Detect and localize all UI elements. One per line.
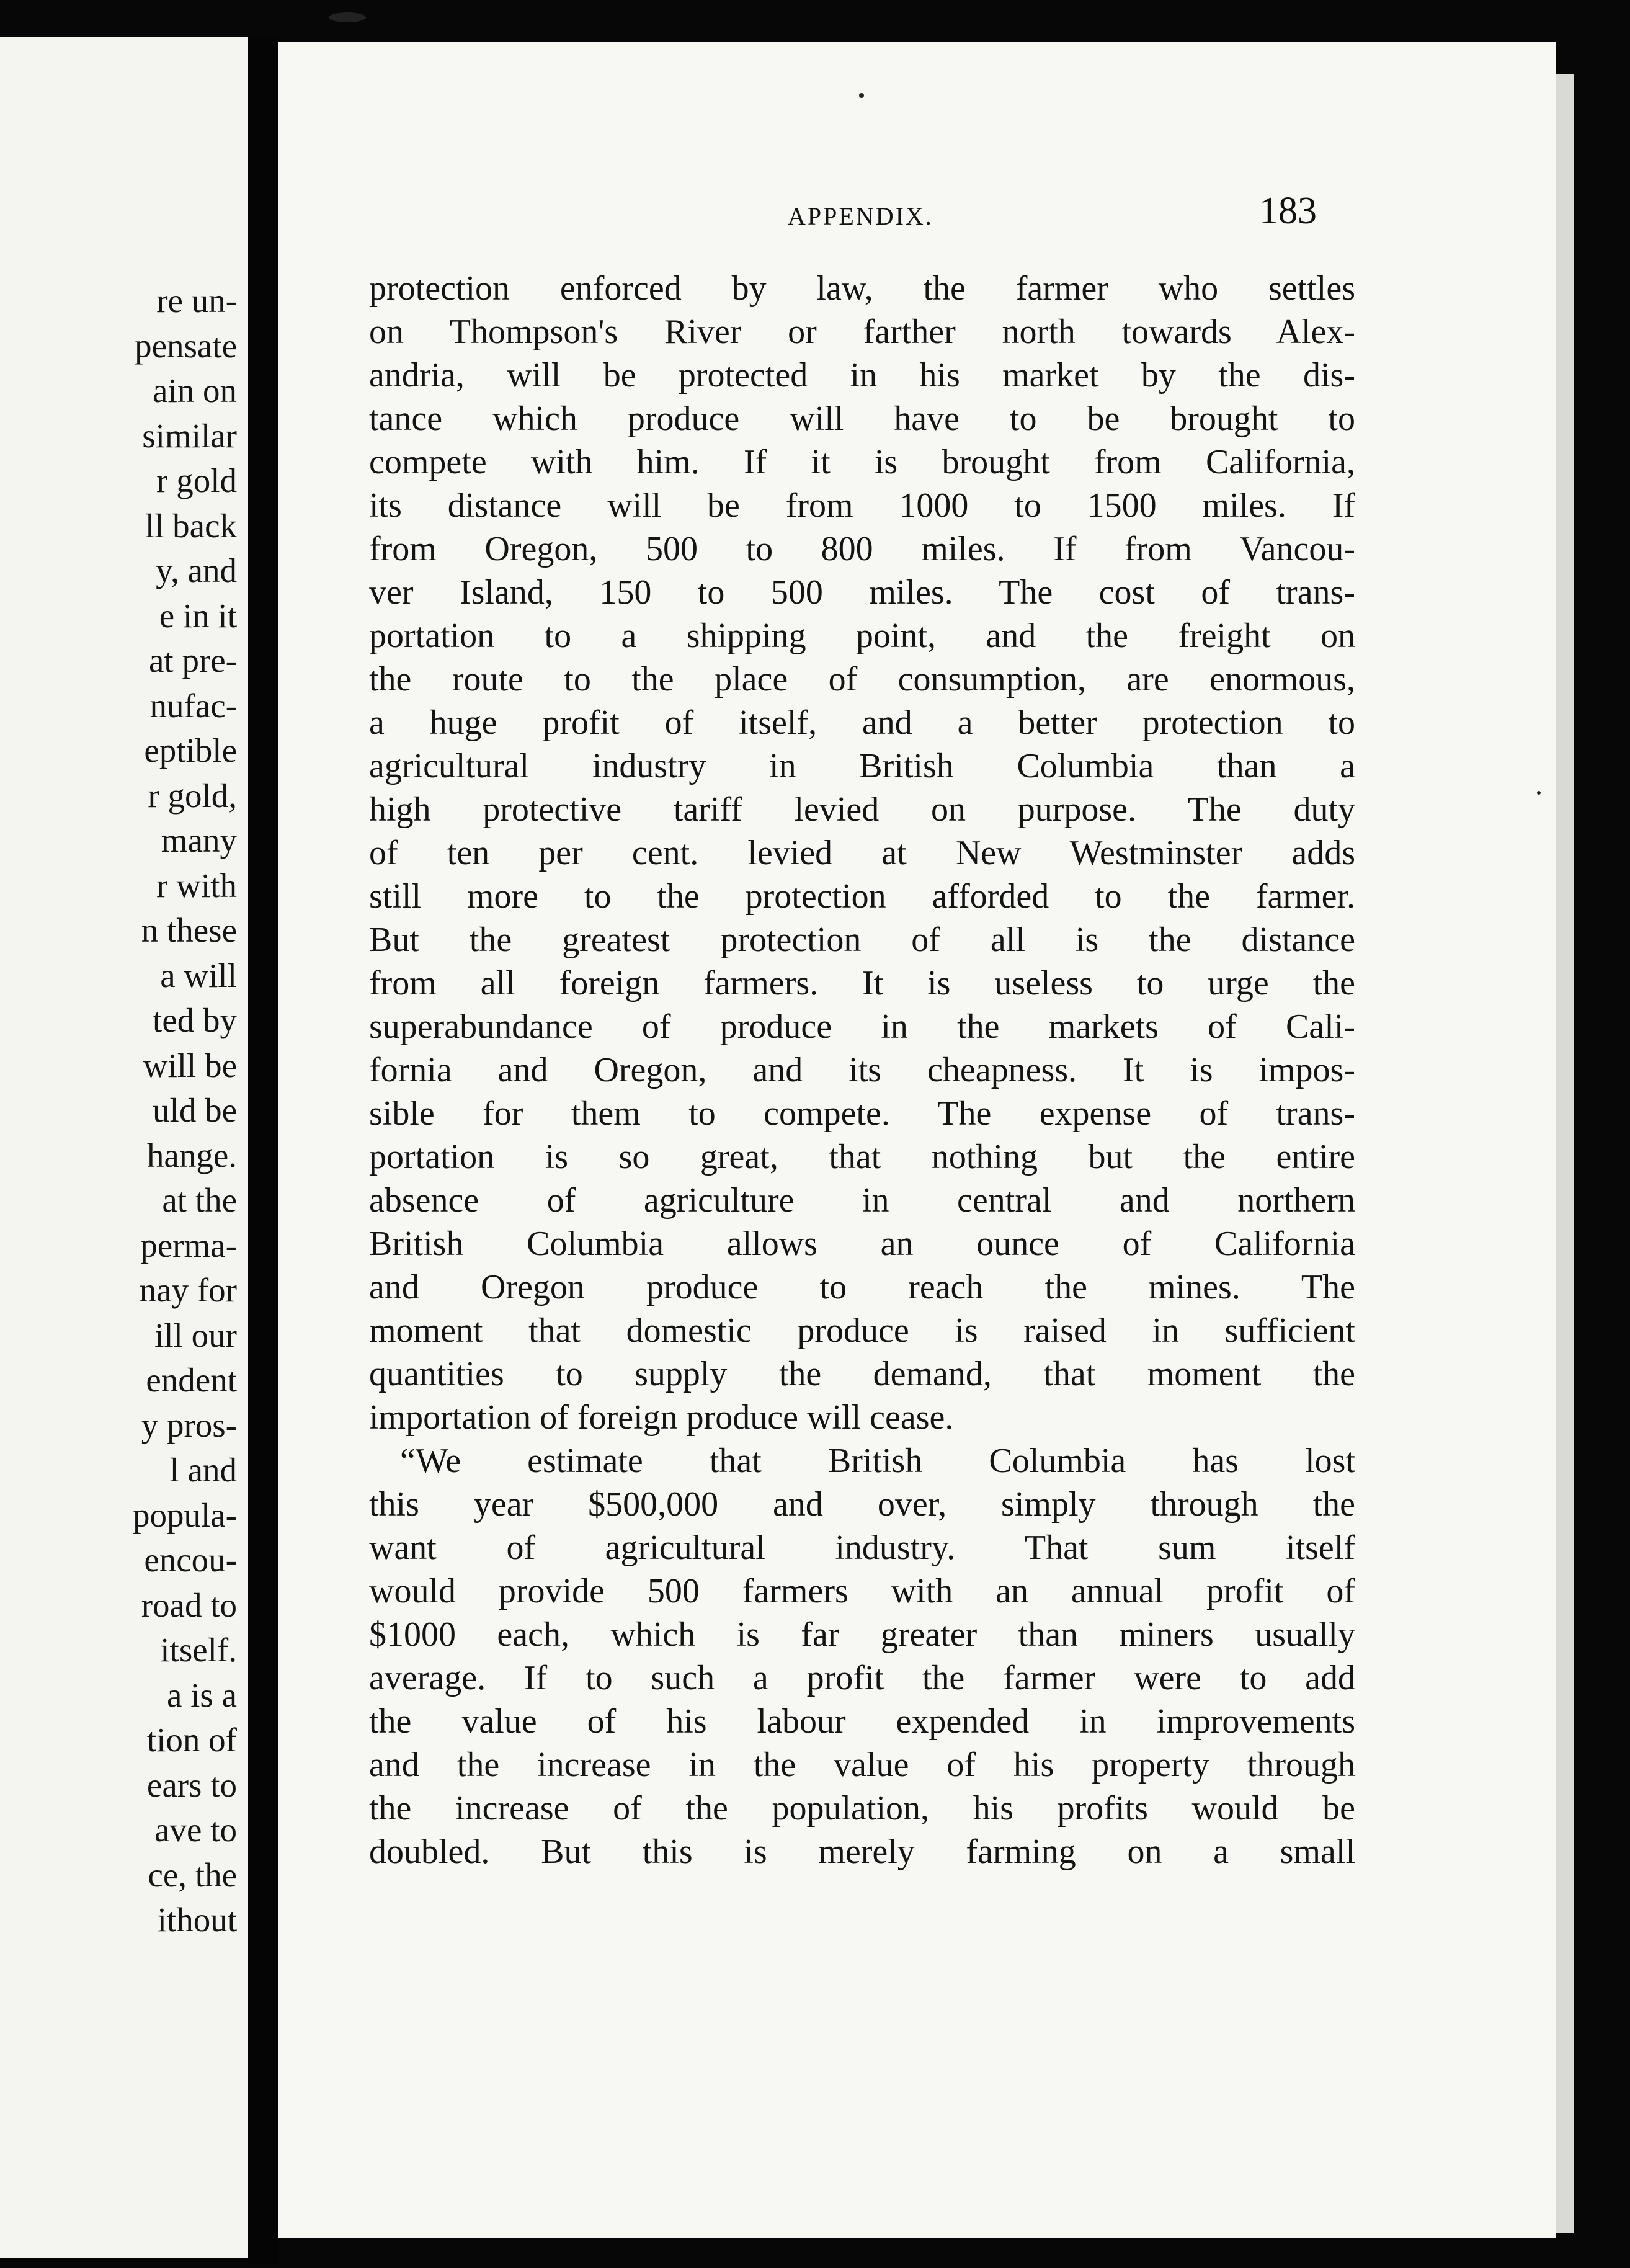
previous-page-line: ill our (154, 1316, 237, 1354)
text-line: doubled. But this is merely farming on a small (369, 1833, 1355, 1871)
previous-page-line: ave to (154, 1811, 237, 1849)
text-line: the value of his labour expended in improvements (369, 1702, 1355, 1741)
text-line: high protective tariff levied on purpose. The duty (369, 790, 1355, 829)
text-line: protection enforced by law, the farmer who settles (369, 269, 1355, 308)
text-line: of ten per cent. levied at New Westminster adds (369, 834, 1355, 872)
previous-page-line: nay for (139, 1271, 237, 1309)
previous-page-line: ce, the (148, 1855, 237, 1894)
text-line: and Oregon produce to reach the mines. The (369, 1268, 1355, 1306)
text-line: the route to the place of consumption, are enormous, (369, 660, 1355, 699)
previous-page-line: will be (143, 1046, 237, 1084)
body-text (369, 267, 1355, 1873)
text-line: importation of foreign produce will cease. (369, 1398, 954, 1437)
previous-page-line: at pre- (149, 641, 237, 679)
text-line: andria, will be protected in his market by the dis- (369, 356, 1355, 395)
scan-speck (329, 12, 366, 22)
text-line: superabundance of produce in the markets of Cali- (369, 1007, 1355, 1046)
page-fore-edge (1556, 74, 1574, 2233)
previous-page-line: perma- (140, 1226, 237, 1264)
text-line: But the greatest protection of all is the distance (369, 921, 1355, 959)
text-line: moment that domestic produce is raised in sufficient (369, 1311, 1355, 1350)
previous-page-line: a is a (166, 1676, 237, 1714)
text-line: its distance will be from 1000 to 1500 miles. If (369, 486, 1355, 525)
text-line: a huge profit of itself, and a better protection to (369, 703, 1355, 742)
previous-page-line: endent (146, 1361, 237, 1399)
scan-speck (859, 93, 864, 98)
previous-page-line: road to (141, 1586, 237, 1624)
previous-page-line: l and (169, 1451, 237, 1489)
previous-page-line: a will (160, 956, 237, 994)
text-line: still more to the protection afforded to the farmer. (369, 877, 1355, 916)
previous-page-line: e in it (159, 596, 237, 635)
book-gutter (248, 37, 278, 2264)
text-line: want of agricultural industry. That sum itself (369, 1529, 1355, 1567)
page-number: 183 (1259, 190, 1317, 232)
previous-page-line: uld be (153, 1091, 237, 1129)
previous-page-line: nufac- (149, 686, 237, 725)
text-line: from Oregon, 500 to 800 miles. If from Vancou- (369, 530, 1355, 568)
text-line: sible for them to compete. The expense of trans- (369, 1094, 1355, 1133)
text-line: British Columbia allows an ounce of California (369, 1225, 1355, 1263)
text-line: compete with him. If it is brought from California, (369, 443, 1355, 481)
text-line: “We estimate that British Columbia has lost (400, 1442, 1355, 1480)
previous-page-line: re un- (156, 282, 237, 319)
previous-page-line: ears to (146, 1766, 237, 1804)
previous-page-line: encou- (144, 1541, 237, 1579)
previous-page-line: ithout (157, 1901, 237, 1939)
text-line: agricultural industry in British Columbia than a (369, 747, 1355, 785)
text-line: the increase of the population, his profits would be (369, 1789, 1355, 1828)
text-line: tance which produce will have to be brought to (369, 400, 1355, 438)
previous-page-line: n these (141, 911, 237, 949)
text-line: quantities to supply the demand, that moment the (369, 1355, 1355, 1393)
previous-page-line: at the (162, 1181, 237, 1219)
previous-page-line: eptible (144, 731, 237, 769)
text-line: and the increase in the value of his property through (369, 1746, 1355, 1784)
previous-page-line: popula- (132, 1496, 237, 1534)
previous-page-line: ll back (145, 506, 237, 545)
previous-page-line: y, and (156, 551, 237, 589)
text-line: fornia and Oregon, and its cheapness. It is impos- (369, 1051, 1355, 1089)
previous-page-line: y pros- (141, 1406, 237, 1444)
previous-page-line: many (161, 821, 237, 859)
previous-page-line: r gold, (148, 776, 237, 815)
text-line: $1000 each, which is far greater than miners usually (369, 1615, 1355, 1654)
text-line: on Thompson's River or farther north towards Alex- (369, 313, 1355, 351)
previous-page-line: itself. (160, 1631, 237, 1669)
previous-page-line: tion of (146, 1721, 237, 1759)
previous-page-line: ain on (153, 372, 237, 409)
previous-page-line: ted by (153, 1001, 237, 1039)
previous-page-line: r with (156, 866, 237, 904)
text-line: ver Island, 150 to 500 miles. The cost of trans- (369, 573, 1355, 612)
text-line: portation is so great, that nothing but the entire (369, 1138, 1355, 1176)
text-line: average. If to such a profit the farmer were to add (369, 1659, 1355, 1697)
text-line: portation to a shipping point, and the freight on (369, 617, 1355, 655)
text-line: from all foreign farmers. It is useless to urge the (369, 964, 1355, 1002)
text-line: would provide 500 farmers with an annual profit of (369, 1572, 1355, 1610)
previous-page-line: similar (142, 416, 237, 455)
scan-speck (1537, 791, 1541, 795)
previous-page-line: pensate (135, 326, 237, 365)
previous-page-line: r gold (156, 462, 237, 499)
running-head: APPENDIX. (788, 202, 933, 230)
text-line: this year $500,000 and over, simply through the (369, 1485, 1355, 1524)
text-line: absence of agriculture in central and northern (369, 1181, 1355, 1220)
previous-page-edge (0, 37, 248, 2258)
previous-page-line: hange. (146, 1136, 237, 1174)
